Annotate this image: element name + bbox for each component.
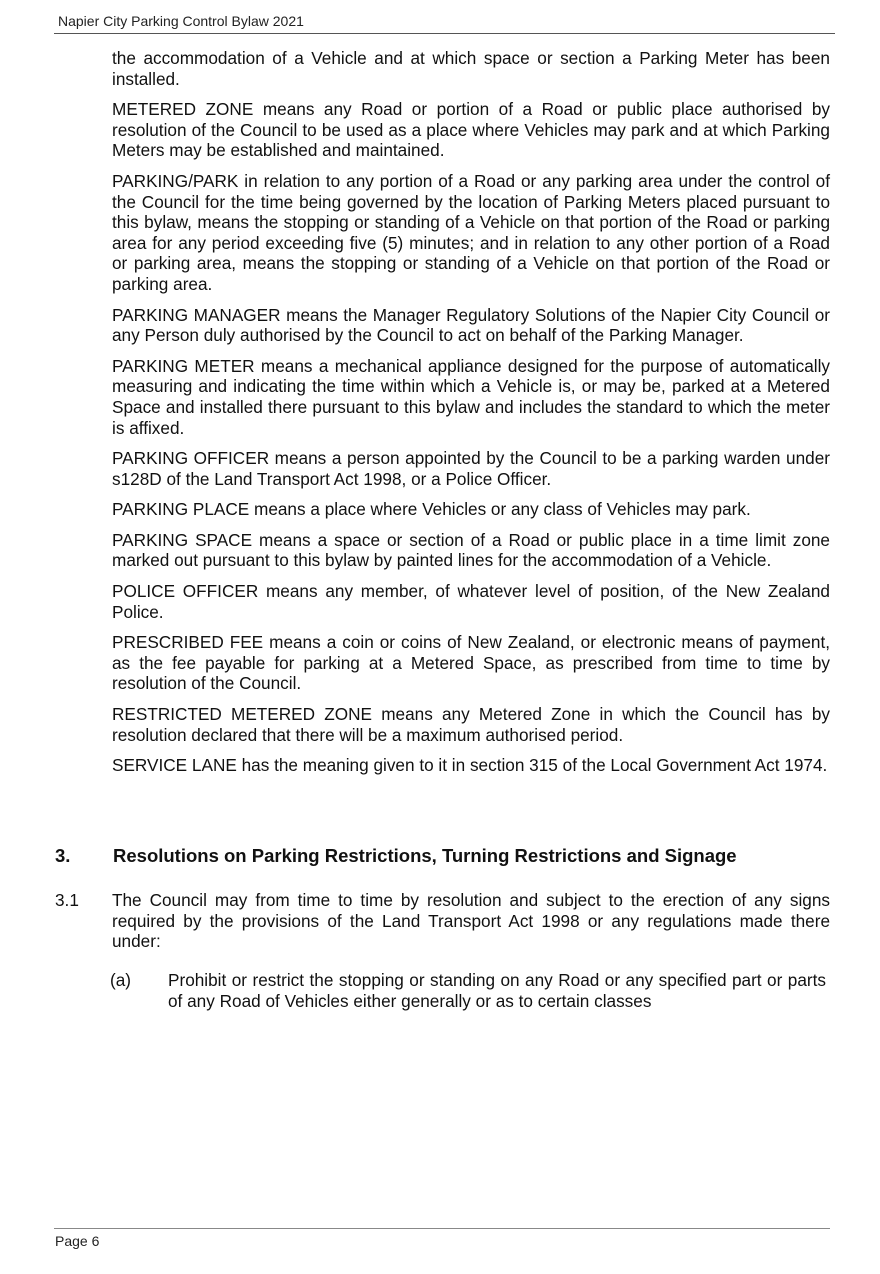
subclause-text: Prohibit or restrict the stopping or standing on any Road or any specified part or parts of any Road of Vehicles either generally or as to certain classes <box>168 970 826 1011</box>
definition-parking-park: PARKING/PARK in relation to any portion of a Road or any parking area under the control of the Council for the time being governed by the location of Parking Meters placed pursuant to this bylaw, means the stopping or standing of a Vehicle on that portion of the Road or parking area for any period exceeding five (5) minutes; and in relation to any other portion of a Road or parking area, means the stopping or standing of a Vehicle on that portion of the Road or parking area. <box>112 170 830 294</box>
definition-parking-officer: PARKING OFFICER means a person appointed by the Council to be a parking warden under s128D of the Land Transport Act 1998, or a Police Officer. <box>112 448 830 489</box>
subclause-a <box>110 970 826 1011</box>
definition-restricted-metered-zone: RESTRICTED METERED ZONE means any Metered Zone in which the Council has by resolution declared that there will be a maximum authorised period. <box>112 704 830 745</box>
section-title: Resolutions on Parking Restrictions, Turning Restrictions and Signage <box>113 845 737 866</box>
definition-service-lane: SERVICE LANE has the meaning given to it in section 315 of the Local Government Act 1974. <box>112 755 828 776</box>
definition-parking-manager: PARKING MANAGER means the Manager Regulatory Solutions of the Napier City Council or any Person duly authorised by the Council to act on behalf of the Parking Manager. <box>112 304 830 346</box>
section-number: 3. <box>55 845 71 866</box>
clause-3-1 <box>55 890 830 952</box>
clause-number: 3.1 <box>55 890 79 910</box>
definition-parking-space: PARKING SPACE means a space or section of a Road or public place in a time limit zone marked out pursuant to this bylaw by painted lines for the accommodation of a Vehicle. <box>112 529 830 571</box>
running-header: Napier City Parking Control Bylaw 2021 <box>58 13 304 29</box>
page-number: Page 6 <box>55 1233 100 1249</box>
definition-metered-zone: METERED ZONE means any Road or portion of a Road or public place authorised by resolution of the Council to be used as a place where Vehicles may park and at which Parking Meters may be established and maintained. <box>112 99 830 161</box>
definitions-list <box>112 48 830 786</box>
clause-text: The Council may from time to time by resolution and subject to the erection of any signs required by the provisions of the Land Transport Act 1998 or any regulations made there under: <box>112 890 830 952</box>
subclause-number: (a) <box>110 970 132 990</box>
definition-parking-meter: PARKING METER means a mechanical appliance designed for the purpose of automatically measuring and indicating the time within which a Vehicle is, or may be, parked at a Metered Space and installed there pursuant to this bylaw and includes the standard to which the meter is affixed. <box>112 355 830 438</box>
definition-prescribed-fee: PRESCRIBED FEE means a coin or coins of New Zealand, or electronic means of payment, as the fee payable for parking at a Metered Space, as prescribed from time to time by resolution of the Council. <box>112 632 830 694</box>
definition-metered-space-continued: the accommodation of a Vehicle and at which space or section a Parking Meter has been installed. <box>112 48 830 89</box>
definition-police-officer: POLICE OFFICER means any member, of whatever level of position, of the New Zealand Police. <box>112 581 830 622</box>
footer-rule <box>54 1228 830 1229</box>
header-rule <box>54 33 835 34</box>
definition-parking-place: PARKING PLACE means a place where Vehicles or any class of Vehicles may park. <box>112 499 751 520</box>
